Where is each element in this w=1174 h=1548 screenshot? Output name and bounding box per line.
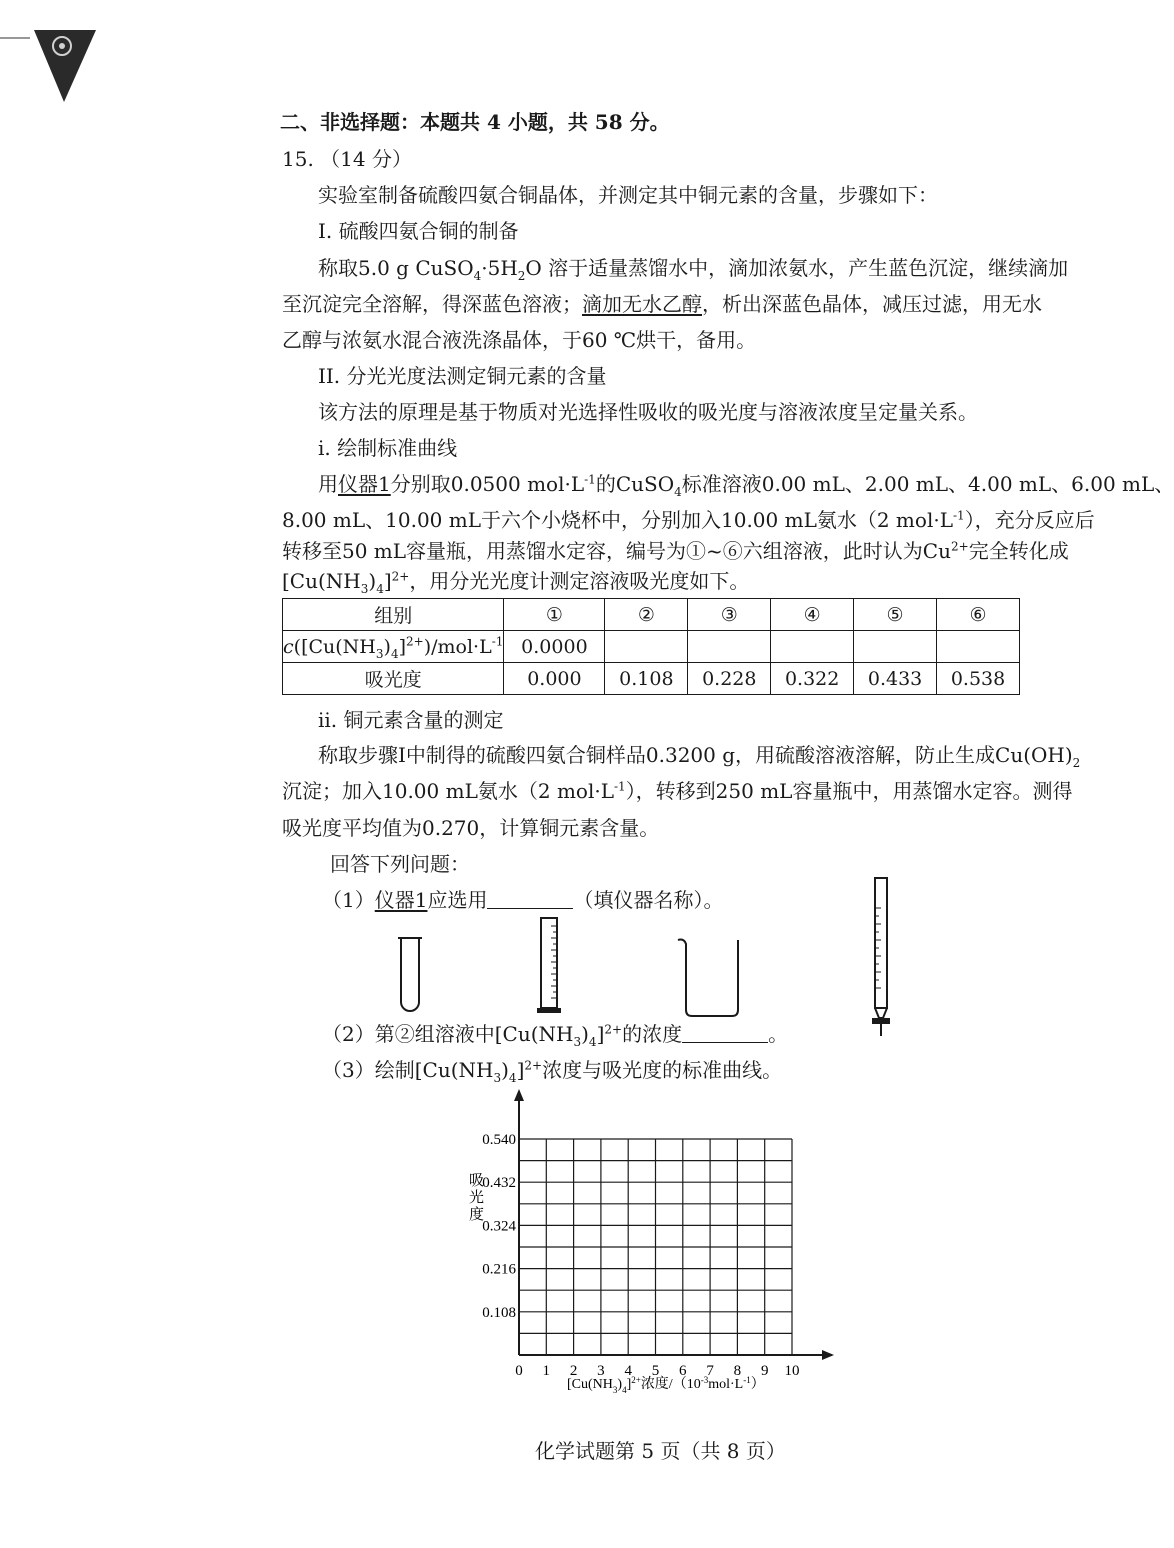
x-tick-label: 4 [624, 1363, 632, 1379]
x-tick-label: 3 [597, 1363, 605, 1379]
y-tick-label: 0.324 [482, 1218, 516, 1235]
x-axis-label: $[Cu(NH_3)_4]^{2+}$浓度$/(10^{-3}mol\cdot L^{-1})$ [567, 1375, 765, 1395]
step-ii-line2: 沉淀；加入10.00 mL氨水（2 $mol\cdot L^{-1}$），转移到250 mL容量瓶中，用蒸馏水定容。测得 [282, 779, 1073, 803]
part1-heading: I. 硫酸四氨合铜的制备 [318, 219, 519, 243]
step-i-line1: 用仪器1分别取0.0500 $mol\cdot L^{-1}$的CuSO$_4$标准溶液0.00 mL、2.00 mL、4.00 mL、6.00 mL、 [318, 472, 1174, 499]
test-tube-icon [398, 934, 422, 1016]
step-i-line3: 转移至50 mL容量瓶，用蒸馏水定容，编号为①~⑥六组溶液，此时认为$Cu^{2+}$完全转化成 [282, 539, 1069, 563]
step-ii-heading: ii. 铜元素含量的测定 [318, 708, 504, 732]
table-group: ② [605, 599, 688, 631]
part2-principle: 该方法的原理是基于物质对光选择性吸收的吸光度与溶液浓度呈定量关系。 [318, 400, 978, 424]
question-number: 15. （14 分） [282, 147, 412, 171]
x-tick-label: 9 [760, 1363, 769, 1379]
part1-line3: 乙醇与浓氨水混合液洗涤晶体，于60 ℃烘干，备用。 [282, 328, 757, 352]
table-group: ① [504, 599, 605, 631]
table-absorbance-row [283, 663, 1020, 695]
table-group: ③ [688, 599, 771, 631]
chart-grid [519, 1139, 792, 1355]
question-2: （2）第②组溶液中$[Cu(NH_3)_4]^{2+}$的浓度 。 [322, 1022, 789, 1049]
step-ii-line1: 称取步骤I中制得的硫酸四氨合铜样品0.3200 g，用硫酸溶液溶解，防止生成$Cu(OH)_2$ [318, 743, 1081, 770]
answer-blank-2[interactable] [682, 1022, 768, 1043]
table-group: ⑤ [854, 599, 937, 631]
part1-line2: 至沉淀完全溶解，得深蓝色溶液；滴加无水乙醇，析出深蓝色晶体，减压过滤，用无水 [282, 292, 1042, 316]
part1-line1: 称取5.0 g $CuSO_4\cdot 5H_2O$ 溶于适量蒸馏水中，滴加浓氨水，产生蓝色沉淀，继续滴加 [318, 256, 1069, 283]
section-title: 二、非选择题：本题共 4 小题，共 58 分。 [280, 110, 670, 134]
table-cell [937, 631, 1020, 663]
answer-blank-1[interactable] [487, 888, 573, 909]
intro-text: 实验室制备硫酸四氨合铜晶体，并测定其中铜元素的含量，步骤如下： [318, 183, 938, 207]
part2-heading: II. 分光光度法测定铜元素的含量 [318, 364, 607, 388]
table-group: ⑥ [937, 599, 1020, 631]
absorbance-table [282, 598, 1020, 695]
answer-prompt: 回答下列问题： [330, 852, 470, 876]
table-cell: 0.433 [854, 663, 937, 695]
question-3: （3）绘制$[Cu(NH_3)_4]^{2+}$浓度与吸光度的标准曲线。 [322, 1058, 783, 1085]
table-cell: 0.228 [688, 663, 771, 695]
y-tick-labels [482, 1132, 516, 1321]
beaker-icon [676, 934, 746, 1018]
page-footer: 化学试题第 5 页（共 8 页） [535, 1439, 786, 1463]
x-tick-label: 8 [733, 1363, 742, 1379]
x-tick-label: 2 [569, 1363, 578, 1379]
table-header-label: 组别 [283, 599, 504, 631]
x-tick-label: 6 [679, 1363, 687, 1379]
y-tick-label: 0.108 [482, 1304, 516, 1321]
underlined-instrument1: 仪器1 [338, 472, 391, 496]
step-i-line2: 8.00 mL、10.00 mL于六个小烧杯中，分别加入10.00 mL氨水（2 $mol\cdot L^{-1}$），充分反应后 [282, 508, 1095, 532]
table-cell [605, 631, 688, 663]
step-i-line4: $[Cu(NH_3)_4]^{2+}$，用分光光度计测定溶液吸光度如下。 [282, 569, 750, 596]
absorbance-label: 吸光度 [283, 663, 504, 695]
y-tick-label: 0.216 [482, 1261, 516, 1278]
x-axis-arrow [822, 1350, 834, 1360]
y-tick-label: 0.540 [482, 1132, 516, 1148]
y-axis-arrow [514, 1089, 524, 1101]
table-cell: 0.108 [605, 663, 688, 695]
x-tick-label: 5 [651, 1363, 660, 1379]
table-cell [771, 631, 854, 663]
step-i-heading: i. 绘制标准曲线 [318, 436, 458, 460]
corner-registration-mark [0, 0, 110, 110]
chart-axes [514, 1089, 834, 1360]
concentration-label: $c([Cu(NH_3)_4]^{2+})/mol\cdot L^{-1}$ [283, 631, 504, 663]
table-cell: 0.000 [504, 663, 605, 695]
table-concentration-row [283, 631, 1020, 663]
y-axis-label: 吸光度 [469, 1173, 485, 1223]
table-cell: 0.322 [771, 663, 854, 695]
table-cell [854, 631, 937, 663]
x-tick-label: 0 [515, 1363, 523, 1379]
question-1: （1）仪器1应选用 （填仪器名称）。 [322, 888, 724, 912]
x-tick-label: 10 [784, 1363, 800, 1379]
table-header-row [283, 599, 1020, 631]
graduated-cylinder-icon [535, 914, 565, 1016]
burette-icon [866, 874, 896, 1040]
x-tick-label: 7 [706, 1363, 714, 1379]
table-cell: 0.0000 [504, 631, 605, 663]
underlined-ethanol: 滴加无水乙醇 [582, 292, 702, 316]
table-cell: 0.538 [937, 663, 1020, 695]
x-tick-label: 1 [542, 1363, 551, 1379]
table-group: ④ [771, 599, 854, 631]
step-ii-line3: 吸光度平均值为0.270，计算铜元素含量。 [282, 816, 660, 840]
table-cell [688, 631, 771, 663]
y-tick-label: 0.432 [482, 1175, 516, 1192]
standard-curve-chart[interactable] [455, 1085, 855, 1405]
